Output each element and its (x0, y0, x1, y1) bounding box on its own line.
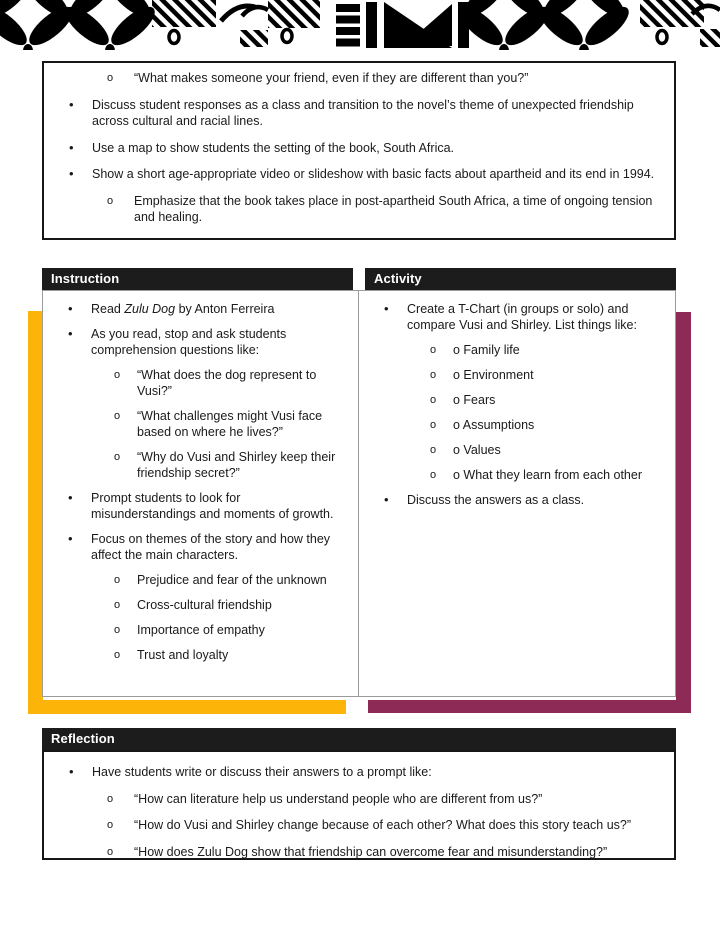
list-item-text: “How do Vusi and Shirley change because of each other? What does this story teach us?” (134, 818, 632, 832)
yellow-accent-bar-vertical (28, 311, 43, 714)
list-item (43, 572, 358, 588)
list-item-text: Prejudice and fear of the unknown (137, 573, 327, 587)
sub-bullet-marker: o (430, 469, 437, 481)
sub-bullet-marker: o (107, 72, 114, 84)
list-item (359, 492, 675, 508)
intro-section (42, 61, 676, 240)
list-item-text: Discuss student responses as a class and transition to the novel’s theme of unexpected friendship across cultural and racial lines. (92, 97, 634, 128)
sub-bullet-marker: o (430, 344, 437, 356)
maroon-accent-bar-horizontal (368, 700, 689, 713)
sub-bullet-marker: o (107, 792, 114, 805)
list-item-text: Use a map to show students the setting of the book, South Africa. (92, 140, 455, 155)
sub-bullet-marker: o (114, 624, 121, 636)
list-item-text: “How can literature help us understand people who are different from us?” (134, 791, 543, 806)
list-item-text: Create a T-Chart (in groups or solo) and compare Vusi and Shirley. List things like: (407, 302, 637, 332)
sub-bullet-marker: o (114, 649, 121, 661)
sub-bullet-marker: o (114, 574, 121, 586)
list-item-text: Show a short age-appropriate video or slideshow with basic facts about apartheid and its end in 1994. (92, 167, 655, 181)
activity-header-label: Activity (374, 271, 422, 286)
list-item (44, 764, 664, 781)
list-item (44, 97, 660, 130)
list-item-text: o Values (453, 443, 501, 457)
list-item (43, 597, 358, 613)
list-item-text: o Fears (453, 393, 496, 407)
list-item-text: o Family life (453, 343, 520, 357)
sub-bullet-marker: o (114, 410, 121, 422)
list-item-text: Focus on themes of the story and how they affect the main characters. (91, 532, 331, 562)
bullet-marker: • (68, 326, 73, 341)
sub-bullet-marker: o (107, 194, 114, 207)
list-item (359, 367, 675, 383)
bullet-marker: • (69, 139, 74, 155)
list-item (43, 531, 358, 563)
sub-bullet-marker: o (114, 451, 121, 463)
list-item-text: o Assumptions (453, 418, 535, 432)
list-item-text: o Environment (453, 368, 534, 382)
list-item (359, 442, 675, 458)
list-item (43, 647, 358, 663)
sub-bullet-marker: o (430, 394, 437, 406)
list-item (43, 449, 358, 481)
list-item (43, 408, 358, 440)
pattern-motifs (0, 0, 720, 50)
bullet-marker: • (68, 490, 73, 505)
list-item-text: “What challenges might Vusi face based on where he lives?” (137, 409, 323, 439)
instruction-header (42, 268, 353, 290)
activity-column (359, 291, 675, 696)
activity-header (365, 268, 676, 290)
sub-bullet-marker: o (114, 599, 121, 611)
list-item (43, 490, 358, 522)
list-item (44, 70, 660, 87)
list-item (44, 817, 664, 834)
yellow-accent-bar-horizontal (28, 700, 346, 714)
sub-bullet-marker: o (114, 369, 121, 381)
sub-bullet-marker: o (430, 444, 437, 456)
list-item (359, 417, 675, 433)
instruction-header-label: Instruction (51, 271, 120, 286)
list-item-text: Trust and loyalty (137, 648, 229, 662)
list-item (359, 392, 675, 408)
bullet-marker: • (68, 301, 73, 316)
list-item (43, 326, 358, 358)
list-item-text: Importance of empathy (137, 623, 265, 637)
instruction-column (43, 291, 359, 696)
instruction-activity-table (42, 290, 676, 697)
bullet-marker: • (69, 166, 74, 181)
bullet-marker: • (69, 764, 74, 779)
sub-bullet-marker: o (107, 819, 114, 831)
list-item (43, 622, 358, 638)
list-item-text: Have students write or discuss their answers to a prompt like: (92, 765, 432, 779)
list-item-text: “What does the dog represent to Vusi?” (137, 368, 317, 398)
list-item (359, 342, 675, 358)
list-item (44, 193, 660, 226)
list-item-text: As you read, stop and ask students comprehension questions like: (91, 327, 287, 357)
list-item-text: “Why do Vusi and Shirley keep their friendship secret?” (137, 450, 336, 480)
list-item (43, 301, 358, 317)
sub-bullet-marker: o (107, 845, 114, 858)
book-title-italic: Zulu Dog (124, 302, 176, 316)
bullet-marker: • (384, 492, 389, 507)
bullet-marker: • (384, 301, 389, 316)
reflection-header-label: Reflection (51, 731, 115, 746)
list-item-text: Cross-cultural friendship (137, 598, 272, 612)
list-item (43, 367, 358, 399)
list-item (44, 140, 660, 157)
list-item (44, 166, 660, 183)
list-item-text: Discuss the answers as a class. (407, 493, 585, 507)
list-item-text: “How does Zulu Dog show that friendship can overcome fear and misunderstanding?” (134, 844, 608, 859)
reflection-section (42, 750, 676, 860)
maroon-accent-bar-vertical (676, 312, 691, 713)
list-item-text: Emphasize that the book takes place in post-apartheid South Africa, a time of ongoing tension and healing. (134, 193, 653, 224)
reflection-header (42, 728, 676, 750)
list-item (44, 791, 664, 808)
tribal-border-pattern-strip (0, 0, 720, 50)
bullet-marker: • (69, 96, 74, 112)
list-item-text: “What makes someone your friend, even if they are different than you?” (134, 71, 529, 85)
bullet-marker: • (68, 531, 73, 546)
list-item-text: o What they learn from each other (453, 468, 642, 482)
list-item (359, 467, 675, 483)
list-item (359, 301, 675, 333)
list-item-text: Read Zulu Dog by Anton Ferreira (91, 302, 275, 316)
sub-bullet-marker: o (430, 369, 437, 381)
sub-bullet-marker: o (430, 419, 437, 431)
list-item-text: Prompt students to look for misunderstandings and moments of growth. (91, 491, 334, 521)
list-item (44, 844, 664, 861)
